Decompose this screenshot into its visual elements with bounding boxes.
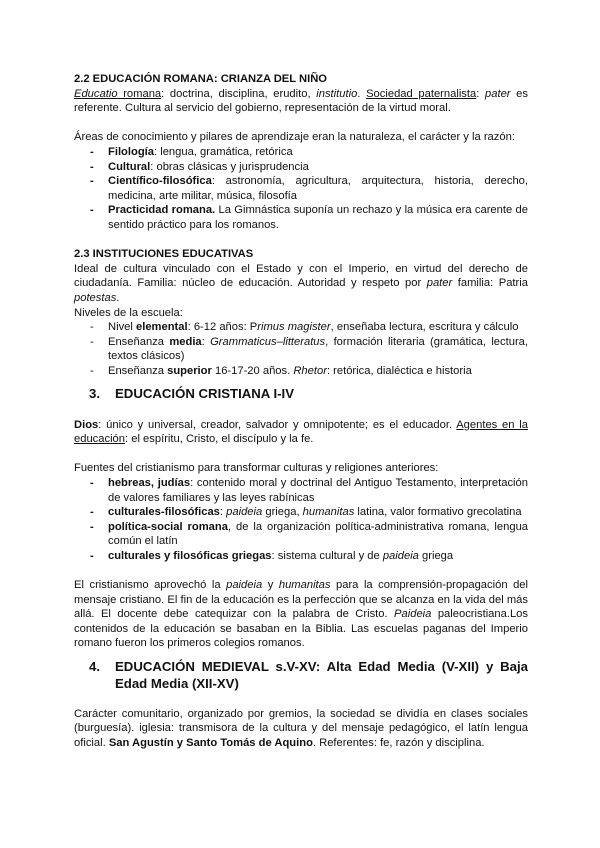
christian-sources-list — [74, 476, 528, 564]
list-item: - Cultural: obras clásicas y jurisprudencia — [90, 160, 528, 175]
section-2-2-list — [74, 145, 528, 233]
section-4-paragraph: Carácter comunitario, organizado por gremios, la sociedad se dividía en clases sociales (burguesía). iglesia: transmisora de la cultura y del mensaje pedagógico, el latín lengua oficial. San Agustín y Santo Tomás de Aquino. Referentes: fe, razón y disciplina. — [74, 707, 528, 749]
list-item: - política-social romana, de la organización política-administrativa romana, lengua común el latín — [90, 520, 528, 549]
section-2-2-paragraph: Educatio romana: doctrina, disciplina, erudito, institutio. Sociedad paternalista: pater es referente. Cultura al servicio del gobierno, representación de la virtud moral. — [74, 87, 528, 115]
section-2-3-heading: 2.3 INSTITUCIONES EDUCATIVAS — [74, 248, 254, 261]
section-3-intro: Fuentes del cristianismo para transformar culturas y religiones anteriores: — [74, 462, 439, 475]
list-item: - Enseñanza superior 16-17-20 años. Rhetor: retórica, dialéctica e historia — [90, 364, 528, 379]
list-item: - hebreas, judías: contenido moral y doctrinal del Antiguo Testamento, interpretación de valores familiares y las leyes rabínicas — [90, 476, 528, 505]
school-levels-list — [74, 320, 528, 378]
document-page — [74, 72, 528, 750]
section-2-3-paragraph: Ideal de cultura vinculado con el Estado y con el Imperio, en virtud del derecho de ciudadanía. Familia: núcleo de educación. Autoridad y respeto por pater familia: Patria potestas. — [74, 262, 528, 304]
section-2-2-intro: Áreas de conocimiento y pilares de aprendizaje eran la naturaleza, el carácter y la razón: — [74, 131, 515, 144]
list-item: - Científico-filosófica: astronomía, agricultura, arquitectura, historia, derecho, medicina, arte militar, música, filosofía — [90, 174, 528, 203]
school-levels-label: Niveles de la escuela: — [74, 306, 183, 319]
list-item: - Practicidad romana. La Gimnástica suponía un rechazo y la música era carente de sentido práctico para los romanos. — [90, 203, 528, 232]
section-3-paragraph-2: El cristianismo aprovechó la paideia y humanitas para la comprensión-propagación del mensaje cristiano. El fin de la educación es la perfección que se alcanza en la vida del más allá. El docente debe catequizar con la palabra de Cristo. Paideia paleocristiana.Los contenidos de la educación se basaban en la Biblia. Las escuelas paganas del Imperio romano fueron los primeros colegios romanos. — [74, 579, 529, 650]
list-item: - Nivel elemental: 6-12 años: Primus magister, enseñaba lectura, escritura y cálculo — [90, 320, 528, 335]
list-item: - Enseñanza media: Grammaticus–litteratus, formación literaria (gramática, lectura, textos clásicos) — [90, 335, 528, 364]
list-item: - Filología: lengua, gramática, retórica — [90, 145, 528, 160]
list-item: - culturales y filosóficas griegas: sistema cultural y de paideia griega — [90, 549, 528, 564]
section-2-2-heading: 2.2 EDUCACIÓN ROMANA: CRIANZA DEL NIÑO — [74, 73, 327, 85]
section-4-heading: 4. EDUCACIÓN MEDIEVAL s.V-XV: Alta Edad Media (V-XII) y Baja Edad Media (XII-XV) — [89, 659, 528, 691]
section-3-paragraph: Dios: único y universal, creador, salvador y omnipotente; es el educador. Agentes en la educación: el espíritu, Cristo, el discípulo y la fe. — [74, 418, 528, 446]
section-3-heading: 3. EDUCACIÓN CRISTIANA I-IV — [89, 386, 295, 402]
list-item: - culturales-filosóficas: paideia griega, humanitas latina, valor formativo grecolatina — [90, 505, 528, 520]
